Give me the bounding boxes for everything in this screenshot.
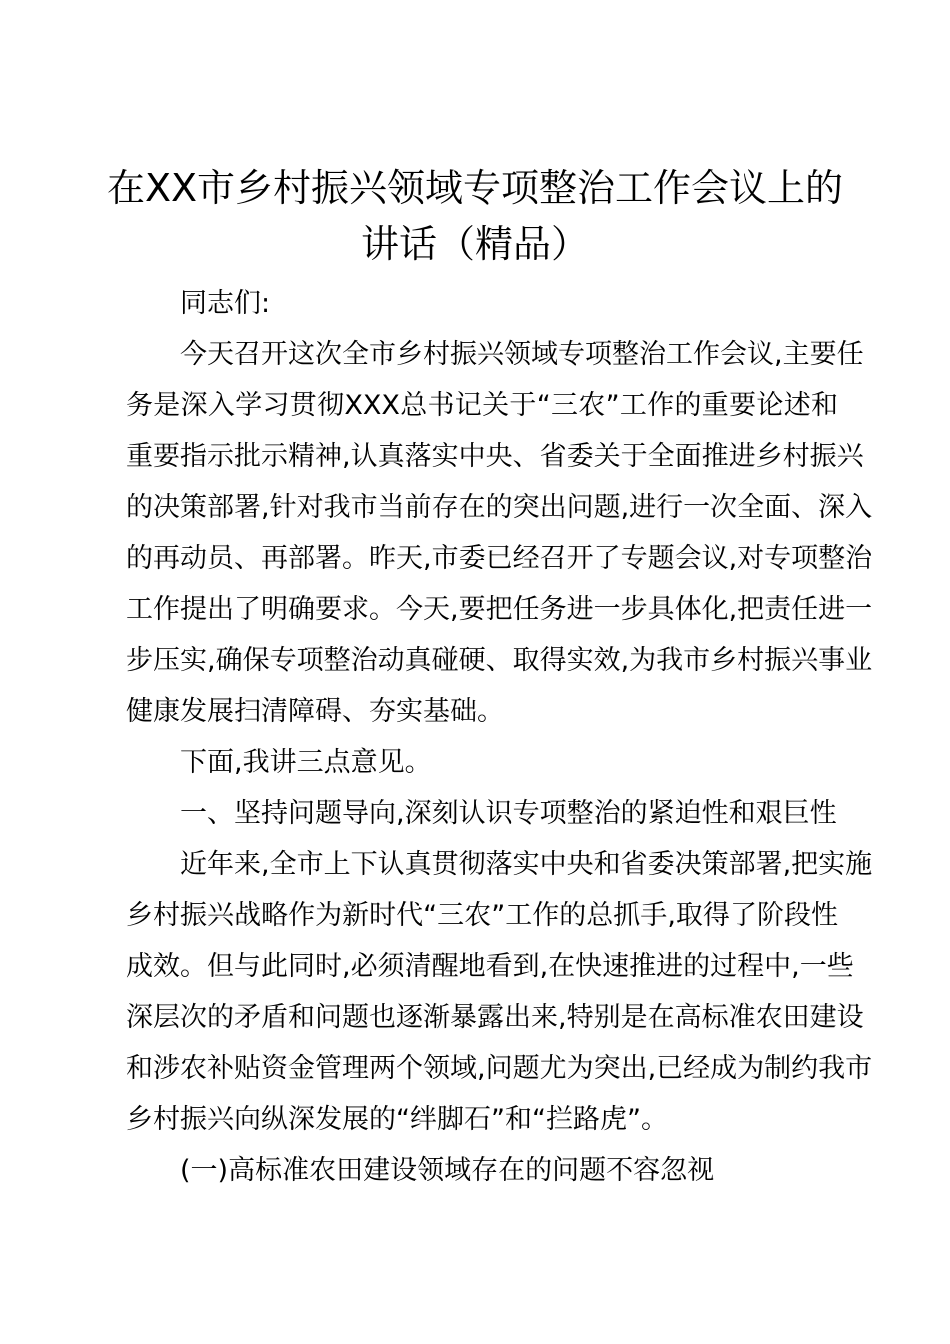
paragraph-line: 的再动员、再部署。昨天,市委已经召开了专题会议,对专项整治	[126, 543, 873, 574]
paragraph-line: 务是深入学习贯彻XXX总书记关于“三农”工作的重要论述和	[126, 390, 838, 421]
document-title	[100, 160, 850, 272]
paragraph-line: 深层次的矛盾和问题也逐渐暴露出来,特别是在高标准农田建设	[126, 1002, 864, 1033]
intro-paragraph	[126, 329, 873, 737]
section-paragraph	[126, 839, 873, 1145]
paragraph-line: 工作提出了明确要求。今天,要把任务进一步具体化,把责任进一	[126, 594, 873, 625]
paragraph-line: 步压实,确保专项整治动真碰硬、取得实效,为我市乡村振兴事业	[126, 645, 873, 676]
paragraph-line: 今天召开这次全市乡村振兴领域专项整治工作会议,主要任	[180, 339, 864, 370]
title-line-1: 在XX市乡村振兴领域专项整治工作会议上的	[106, 166, 844, 210]
paragraph-line: 健康发展扫清障碍、夯实基础。	[126, 696, 504, 727]
transition-paragraph	[126, 737, 838, 788]
title-line-2: 讲话（精品）	[360, 222, 589, 266]
paragraph-line: 近年来,全市上下认真贯彻落实中央和省委决策部署,把实施	[180, 849, 873, 880]
heading-line: 一、坚持问题导向,深刻认识专项整治的紧迫性和艰巨性	[180, 798, 837, 829]
heading-line: (一)高标准农田建设领域存在的问题不容忽视	[180, 1155, 715, 1186]
salutation-paragraph	[126, 278, 838, 329]
paragraph-line: 成效。但与此同时,必须清醒地看到,在快速推进的过程中,一些	[126, 951, 854, 982]
paragraph-line: 的决策部署,针对我市当前存在的突出问题,进行一次全面、深入	[126, 492, 873, 523]
paragraph-line: 重要指示批示精神,认真落实中央、省委关于全面推进乡村振兴	[126, 441, 864, 472]
paragraph-line: 乡村振兴战略作为新时代“三农”工作的总抓手,取得了阶段性	[126, 900, 838, 931]
subsection-heading	[126, 1145, 838, 1196]
paragraph-line: 乡村振兴向纵深发展的“绊脚石”和“拦路虎”。	[126, 1104, 668, 1135]
paragraph-line: 和涉农补贴资金管理两个领域,问题尤为突出,已经成为制约我市	[126, 1053, 873, 1084]
paragraph-line: 同志们:	[180, 288, 271, 319]
paragraph-line: 下面,我讲三点意见。	[180, 747, 432, 778]
document-body	[126, 278, 873, 1196]
section-heading	[126, 788, 838, 839]
